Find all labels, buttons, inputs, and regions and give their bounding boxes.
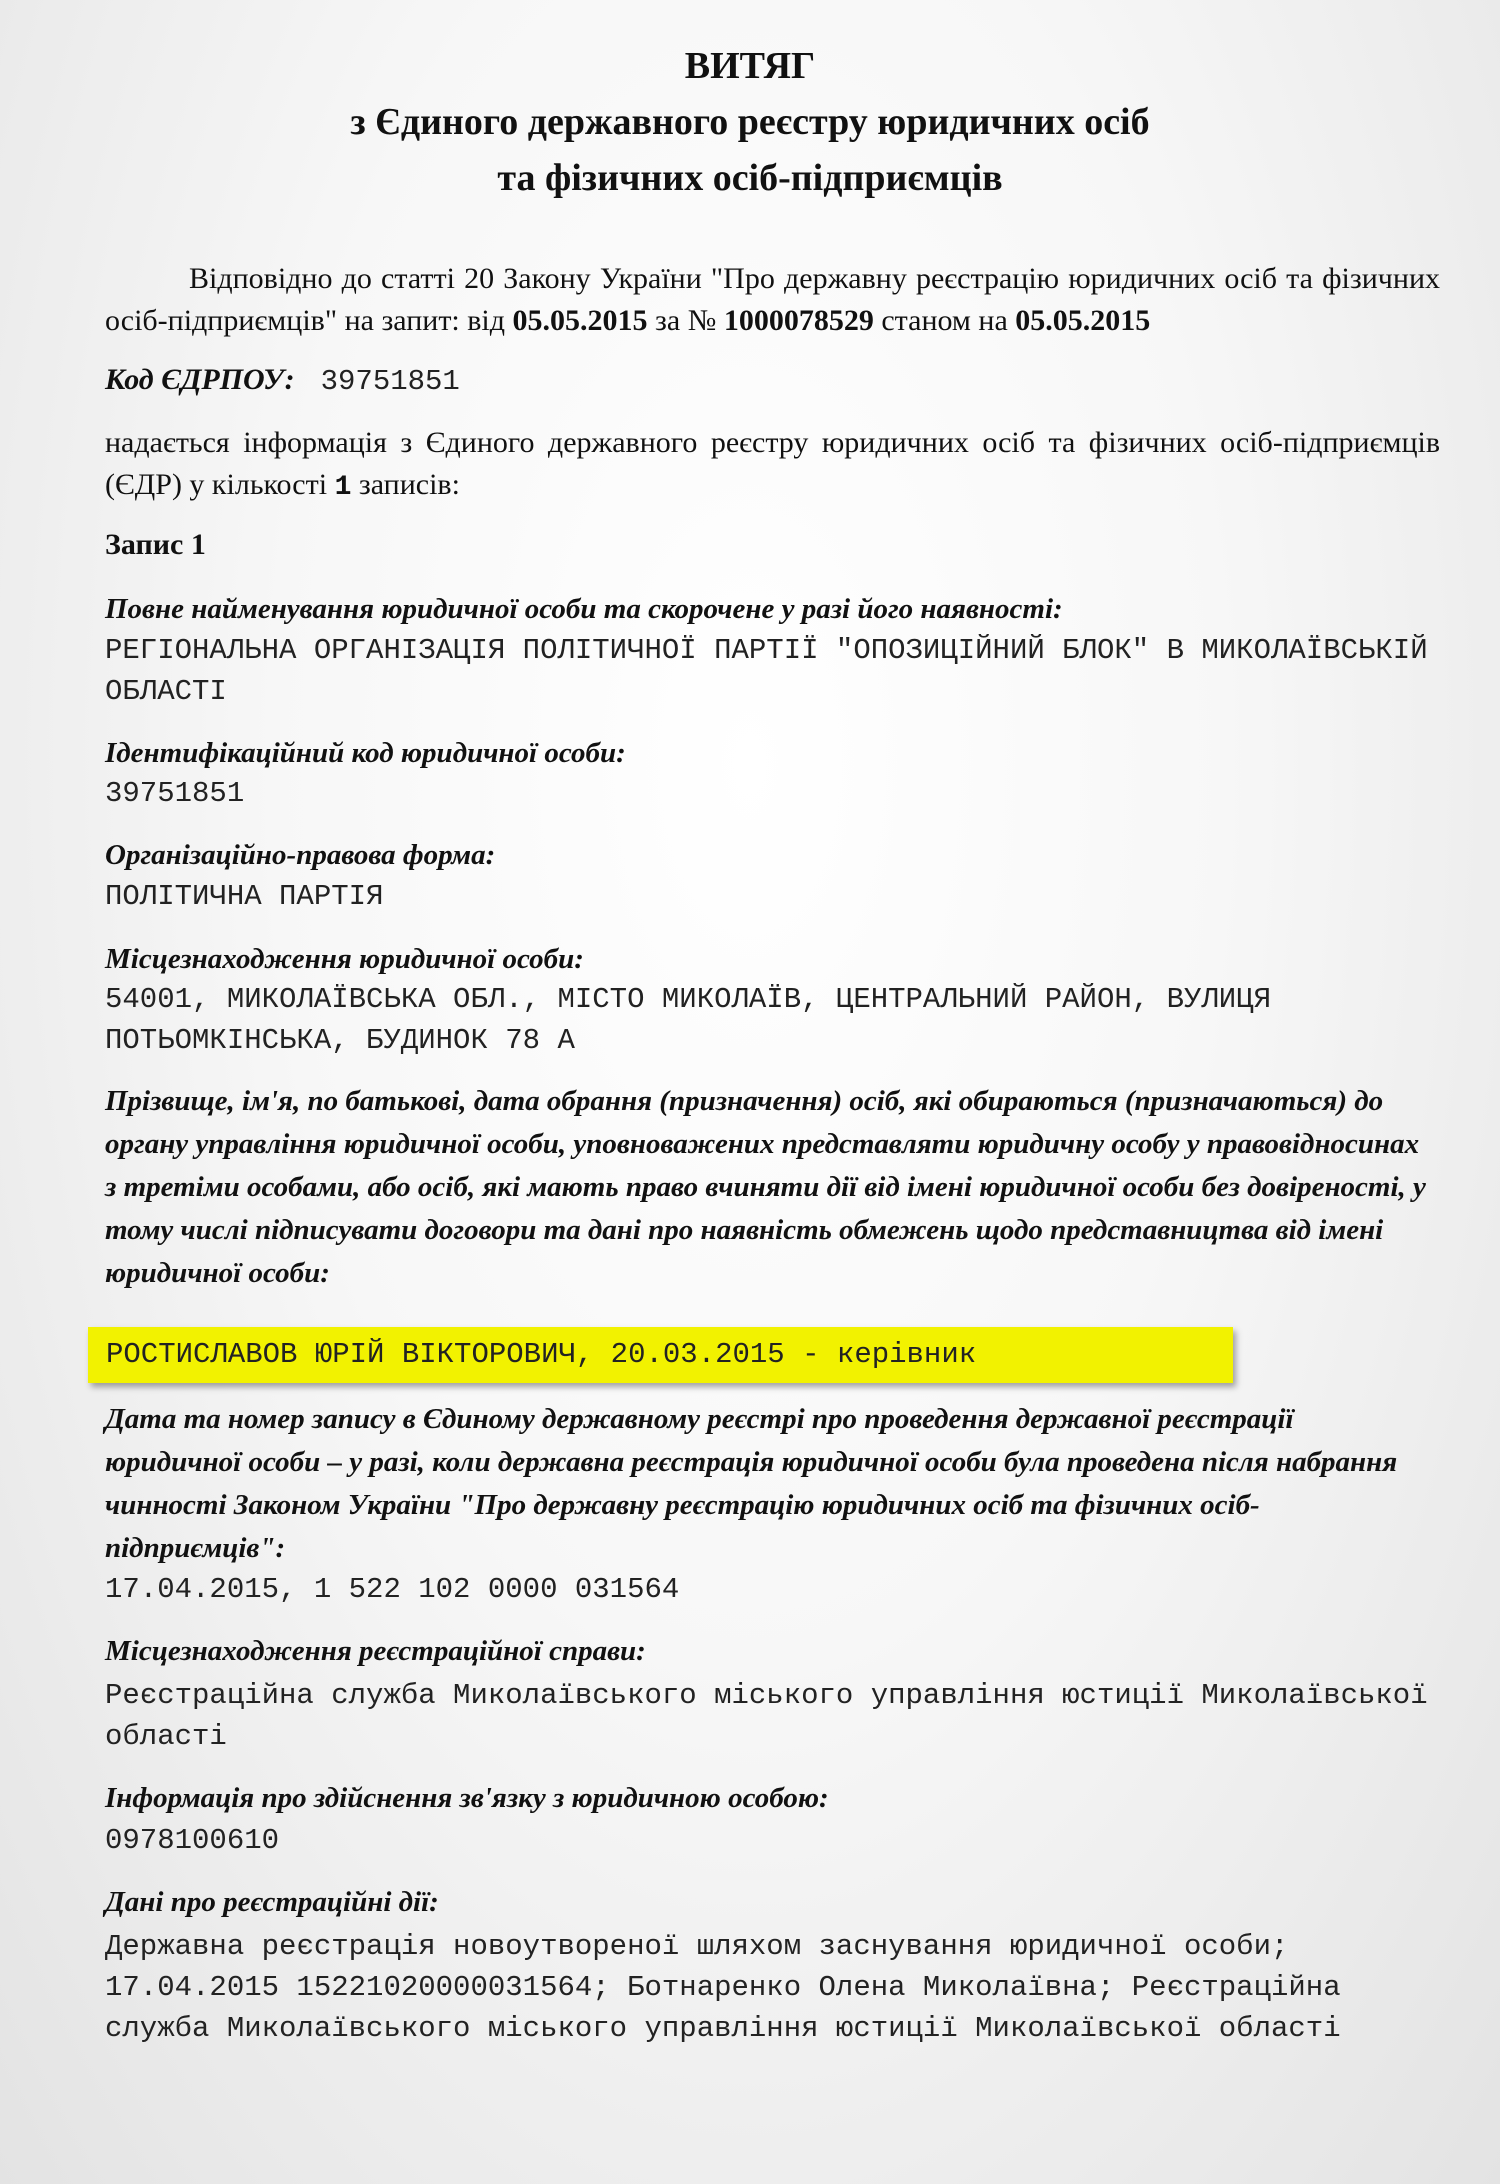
- location-label: Місцезнаходження юридичної особи:: [105, 943, 584, 975]
- document-subtitle-line1: з Єдиного державного реєстру юридичних осіб: [350, 101, 1150, 143]
- persons-value-highlight: РОСТИСЛАВОВ ЮРІЙ ВІКТОРОВИЧ, 20.03.2015 - керівник: [88, 1327, 1233, 1383]
- document-subtitle-line2: та фізичних осіб-підприємців: [497, 157, 1003, 199]
- info-text: надається інформація з Єдиного державного реєстру юридичних осіб та фізичних осіб-підприємців (ЄДР) у кількості: [105, 426, 1440, 501]
- persons-label: Прізвище, ім'я, по батькові, дата обрання (призначення) осіб, які обираються (призначаються) до органу управління юридичної особи, уповноважених представляти юридичну особу у правовідносинах з третіми особами, або осіб, які мають право вчиняти дії від імені юридичної особи без довіреності, у тому числі підписувати договори та дані про наявність обмежень щодо представництва від імені юридичної особи:: [105, 1085, 1426, 1289]
- legal-form-label: Організаційно-правова форма:: [105, 839, 496, 871]
- id-code-value: 39751851: [105, 777, 245, 810]
- intro-paragraph: [105, 258, 1440, 342]
- request-date: 05.05.2015: [512, 304, 648, 337]
- intro-state-text: станом на: [873, 304, 1016, 337]
- reg-actions-value: Державна реєстрація новоутвореної шляхом заснування юридичної особи; 17.04.2015 15221020000031564; Ботнаренко Олена Миколаївна; Реєстраційна служба Миколаївського міського управління юстиції Миколаївської області: [105, 1930, 1359, 2045]
- reg-case-value: Реєстраційна служба Миколаївського міського управління юстиції Миколаївської області: [105, 1679, 1446, 1753]
- full-name-value: РЕГІОНАЛЬНА ОРГАНІЗАЦІЯ ПОЛІТИЧНОЇ ПАРТІЇ "ОПОЗИЦІЙНИЙ БЛОК" В МИКОЛАЇВСЬКІЙ ОБЛАСТІ: [105, 634, 1446, 708]
- edrpou-row: [105, 358, 460, 402]
- reg-entry-label: Дата та номер запису в Єдиному державному реєстрі про проведення державної реєстрації юридичної особи – у разі, коли державна реєстрація юридичної особи була проведена після набрання чинності Законом України "Про державну реєстрацію юридичних осіб та фізичних осіб-підприємців":: [105, 1403, 1398, 1564]
- contact-value: 0978100610: [105, 1824, 280, 1857]
- location-value: 54001, МИКОЛАЇВСЬКА ОБЛ., МІСТО МИКОЛАЇВ, ЦЕНТРАЛЬНИЙ РАЙОН, ВУЛИЦЯ ПОТЬОМКІНСЬКА, БУДИНОК 78 А: [105, 983, 1289, 1057]
- record-heading: Запис 1: [105, 528, 206, 561]
- records-count: 1: [334, 472, 352, 503]
- info-paragraph: [105, 422, 1440, 509]
- reg-entry-value: 17.04.2015, 1 522 102 0000 031564: [105, 1573, 680, 1606]
- state-date: 05.05.2015: [1015, 304, 1151, 337]
- info-text-end: записів:: [351, 468, 460, 501]
- contact-label: Інформація про здійснення зв'язку з юридичною особою:: [105, 1782, 829, 1814]
- id-code-label: Ідентифікаційний код юридичної особи:: [105, 737, 626, 769]
- edrpou-label: Код ЄДРПОУ:: [105, 363, 295, 396]
- reg-actions-label: Дані про реєстраційні дії:: [105, 1886, 439, 1918]
- legal-form-value: ПОЛІТИЧНА ПАРТІЯ: [105, 880, 384, 913]
- edrpou-value: 39751851: [320, 365, 460, 398]
- request-number: 1000078529: [723, 304, 874, 337]
- full-name-label: Повне найменування юридичної особи та скорочене у разі його наявності:: [105, 593, 1063, 625]
- intro-number-text: за №: [647, 304, 724, 337]
- intro-text: Відповідно до статті 20 Закону України "Про державну реєстрацію юридичних осіб та фізичних осіб-підприємців" на запит: від: [105, 262, 1440, 337]
- reg-case-label: Місцезнаходження реєстраційної справи:: [105, 1635, 646, 1667]
- document-title: ВИТЯГ: [684, 45, 816, 87]
